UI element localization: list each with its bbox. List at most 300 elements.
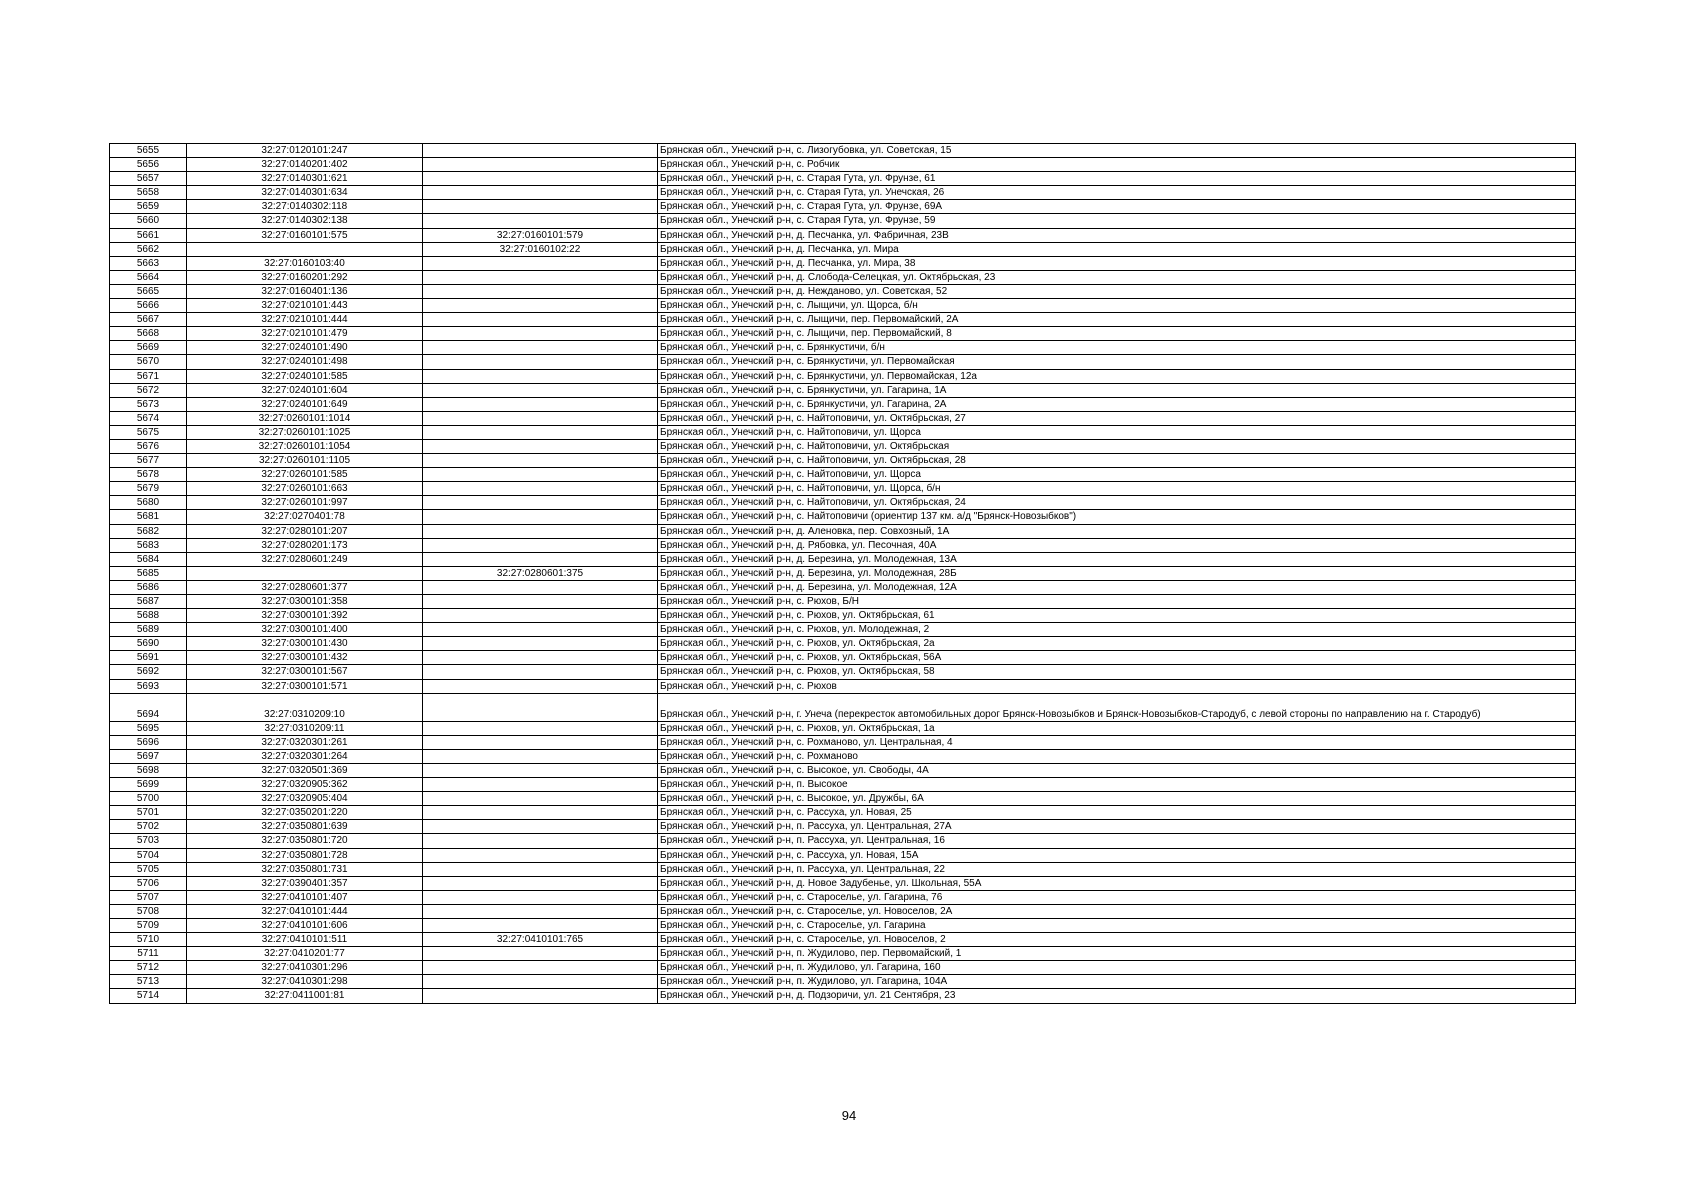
related-cadastral-number-cell (423, 172, 658, 186)
cadastral-number-cell: 32:27:0210101:479 (187, 327, 423, 341)
cadastral-number-cell: 32:27:0350801:728 (187, 848, 423, 862)
address-cell: Брянская обл., Унечский р-н, п. Рассуха, ул. Центральная, 22 (658, 862, 1576, 876)
cadastral-number-cell: 32:27:0160101:575 (187, 228, 423, 242)
related-cadastral-number-cell (423, 595, 658, 609)
table-row (110, 355, 1576, 369)
related-cadastral-number-cell (423, 763, 658, 777)
table-row (110, 284, 1576, 298)
table-row (110, 186, 1576, 200)
table-row (110, 214, 1576, 228)
cadastral-number-cell: 32:27:0310209:11 (187, 721, 423, 735)
address-cell: Брянская обл., Унечский р-н, с. Староселье, ул. Новоселов, 2 (658, 933, 1576, 947)
table-row (110, 172, 1576, 186)
cadastral-number-cell: 32:27:0260101:1105 (187, 454, 423, 468)
related-cadastral-number-cell (423, 256, 658, 270)
table-row (110, 327, 1576, 341)
address-cell: Брянская обл., Унечский р-н, с. Высокое, ул. Дружбы, 6А (658, 792, 1576, 806)
address-cell: Брянская обл., Унечский р-н, с. Рюхов, ул. Молодежная, 2 (658, 623, 1576, 637)
table-row (110, 918, 1576, 932)
row-number-cell: 5665 (110, 284, 187, 298)
table-row (110, 693, 1576, 721)
address-cell: Брянская обл., Унечский р-н, с. Старая Гута, ул. Фрунзе, 69А (658, 200, 1576, 214)
cadastral-number-cell (187, 242, 423, 256)
address-cell: Брянская обл., Унечский р-н, с. Староселье, ул. Гагарина (658, 918, 1576, 932)
row-number-cell: 5704 (110, 848, 187, 862)
cadastral-number-cell: 32:27:0140201:402 (187, 158, 423, 172)
related-cadastral-number-cell (423, 454, 658, 468)
cadastral-number-cell: 32:27:0260101:663 (187, 482, 423, 496)
row-number-cell: 5690 (110, 637, 187, 651)
row-number-cell: 5658 (110, 186, 187, 200)
row-number-cell: 5712 (110, 961, 187, 975)
address-cell: Брянская обл., Унечский р-н, с. Найтоповичи (ориентир 137 км. а/д "Брянск-Новозыбков") (658, 510, 1576, 524)
related-cadastral-number-cell (423, 778, 658, 792)
table-row (110, 397, 1576, 411)
related-cadastral-number-cell (423, 425, 658, 439)
cadastral-number-cell: 32:27:0140302:138 (187, 214, 423, 228)
table-row (110, 989, 1576, 1003)
cadastral-number-cell: 32:27:0240101:585 (187, 369, 423, 383)
related-cadastral-number-cell (423, 355, 658, 369)
row-number-cell: 5692 (110, 665, 187, 679)
cadastral-number-cell: 32:27:0320301:261 (187, 735, 423, 749)
table-row (110, 439, 1576, 453)
cadastral-number-cell: 32:27:0410301:298 (187, 975, 423, 989)
row-number-cell: 5660 (110, 214, 187, 228)
related-cadastral-number-cell (423, 510, 658, 524)
row-number-cell: 5663 (110, 256, 187, 270)
related-cadastral-number-cell (423, 904, 658, 918)
table-row (110, 792, 1576, 806)
address-cell: Брянская обл., Унечский р-н, с. Брянкустичи, ул. Гагарина, 1А (658, 383, 1576, 397)
address-cell: Брянская обл., Унечский р-н, д. Нежданово, ул. Советская, 52 (658, 284, 1576, 298)
row-number-cell: 5667 (110, 313, 187, 327)
table-row (110, 609, 1576, 623)
address-cell: Брянская обл., Унечский р-н, с. Высокое, ул. Свободы, 4А (658, 763, 1576, 777)
row-number-cell: 5696 (110, 735, 187, 749)
table-row (110, 158, 1576, 172)
related-cadastral-number-cell (423, 538, 658, 552)
table-row (110, 637, 1576, 651)
cadastral-number-cell: 32:27:0260101:1054 (187, 439, 423, 453)
related-cadastral-number-cell (423, 482, 658, 496)
address-cell: Брянская обл., Унечский р-н, с. Найтоповичи, ул. Октябрьская (658, 439, 1576, 453)
cadastral-number-cell: 32:27:0410201:77 (187, 947, 423, 961)
related-cadastral-number-cell (423, 496, 658, 510)
related-cadastral-number-cell: 32:27:0160102:22 (423, 242, 658, 256)
address-cell: Брянская обл., Унечский р-н, с. Лыщичи, пер. Первомайский, 2А (658, 313, 1576, 327)
table-row (110, 383, 1576, 397)
row-number-cell: 5679 (110, 482, 187, 496)
registry-body (110, 144, 1576, 1004)
related-cadastral-number-cell (423, 552, 658, 566)
related-cadastral-number-cell: 32:27:0280601:375 (423, 566, 658, 580)
address-cell: Брянская обл., Унечский р-н, д. Новое Задубенье, ул. Школьная, 55А (658, 876, 1576, 890)
cadastral-number-cell: 32:27:0140301:634 (187, 186, 423, 200)
cadastral-number-cell: 32:27:0240101:498 (187, 355, 423, 369)
related-cadastral-number-cell (423, 327, 658, 341)
related-cadastral-number-cell (423, 186, 658, 200)
table-row (110, 200, 1576, 214)
table-row (110, 524, 1576, 538)
row-number-cell: 5713 (110, 975, 187, 989)
cadastral-number-cell: 32:27:0140302:118 (187, 200, 423, 214)
table-row (110, 876, 1576, 890)
cadastral-number-cell: 32:27:0260101:997 (187, 496, 423, 510)
row-number-cell: 5681 (110, 510, 187, 524)
address-cell: Брянская обл., Унечский р-н, с. Старая Гута, ул. Унечская, 26 (658, 186, 1576, 200)
table-row (110, 369, 1576, 383)
row-number-cell: 5676 (110, 439, 187, 453)
table-row (110, 468, 1576, 482)
related-cadastral-number-cell (423, 989, 658, 1003)
row-number-cell: 5687 (110, 595, 187, 609)
cadastral-number-cell: 32:27:0320301:264 (187, 749, 423, 763)
row-number-cell: 5675 (110, 425, 187, 439)
cadastral-number-cell: 32:27:0410101:511 (187, 933, 423, 947)
cadastral-number-cell: 32:27:0320905:404 (187, 792, 423, 806)
related-cadastral-number-cell (423, 679, 658, 693)
row-number-cell: 5709 (110, 918, 187, 932)
table-row (110, 411, 1576, 425)
row-number-cell: 5671 (110, 369, 187, 383)
related-cadastral-number-cell (423, 341, 658, 355)
table-row (110, 580, 1576, 594)
address-cell: Брянская обл., Унечский р-н, с. Брянкустичи, ул. Гагарина, 2А (658, 397, 1576, 411)
table-row (110, 933, 1576, 947)
row-number-cell: 5706 (110, 876, 187, 890)
address-cell: Брянская обл., Унечский р-н, с. Рюхов (658, 679, 1576, 693)
row-number-cell: 5689 (110, 623, 187, 637)
table-row (110, 848, 1576, 862)
cadastral-number-cell: 32:27:0350801:731 (187, 862, 423, 876)
cadastral-number-cell: 32:27:0210101:443 (187, 299, 423, 313)
registry-table (109, 143, 1576, 1004)
related-cadastral-number-cell (423, 397, 658, 411)
address-cell: Брянская обл., Унечский р-н, д. Песчанка, ул. Фабричная, 23В (658, 228, 1576, 242)
address-cell: Брянская обл., Унечский р-н, п. Рассуха, ул. Центральная, 16 (658, 834, 1576, 848)
cadastral-number-cell: 32:27:0320501:369 (187, 763, 423, 777)
row-number-cell: 5661 (110, 228, 187, 242)
address-cell: Брянская обл., Унечский р-н, д. Песчанка, ул. Мира, 38 (658, 256, 1576, 270)
row-number-cell: 5683 (110, 538, 187, 552)
address-cell: Брянская обл., Унечский р-н, с. Лыщичи, ул. Щорса, б/н (658, 299, 1576, 313)
row-number-cell: 5703 (110, 834, 187, 848)
address-cell: Брянская обл., Унечский р-н, д. Песчанка, ул. Мира (658, 242, 1576, 256)
cadastral-number-cell: 32:27:0300101:432 (187, 651, 423, 665)
related-cadastral-number-cell (423, 580, 658, 594)
related-cadastral-number-cell (423, 299, 658, 313)
address-cell: Брянская обл., Унечский р-н, с. Брянкустичи, б/н (658, 341, 1576, 355)
cadastral-number-cell: 32:27:0160201:292 (187, 270, 423, 284)
row-number-cell: 5674 (110, 411, 187, 425)
table-row (110, 735, 1576, 749)
row-number-cell: 5672 (110, 383, 187, 397)
row-number-cell: 5693 (110, 679, 187, 693)
row-number-cell: 5682 (110, 524, 187, 538)
row-number-cell: 5702 (110, 820, 187, 834)
row-number-cell: 5695 (110, 721, 187, 735)
address-cell: Брянская обл., Унечский р-н, с. Рохманово (658, 749, 1576, 763)
row-number-cell: 5694 (110, 693, 187, 721)
address-cell: Брянская обл., Унечский р-н, с. Рассуха, ул. Новая, 25 (658, 806, 1576, 820)
table-row (110, 679, 1576, 693)
table-row (110, 144, 1576, 158)
cadastral-number-cell: 32:27:0350801:720 (187, 834, 423, 848)
cadastral-number-cell: 32:27:0410101:407 (187, 890, 423, 904)
table-row (110, 975, 1576, 989)
related-cadastral-number-cell (423, 890, 658, 904)
cadastral-number-cell: 32:27:0410101:606 (187, 918, 423, 932)
related-cadastral-number-cell (423, 820, 658, 834)
related-cadastral-number-cell (423, 200, 658, 214)
address-cell: Брянская обл., Унечский р-н, д. Аленовка, пер. Совхозный, 1А (658, 524, 1576, 538)
address-cell: Брянская обл., Унечский р-н, с. Найтоповичи, ул. Октябрьская, 24 (658, 496, 1576, 510)
row-number-cell: 5657 (110, 172, 187, 186)
table-row (110, 665, 1576, 679)
related-cadastral-number-cell (423, 693, 658, 721)
cadastral-number-cell: 32:27:0280601:249 (187, 552, 423, 566)
row-number-cell: 5714 (110, 989, 187, 1003)
row-number-cell: 5664 (110, 270, 187, 284)
table-row (110, 806, 1576, 820)
cadastral-number-cell: 32:27:0260101:1014 (187, 411, 423, 425)
related-cadastral-number-cell (423, 270, 658, 284)
table-row (110, 778, 1576, 792)
table-row (110, 482, 1576, 496)
related-cadastral-number-cell (423, 623, 658, 637)
row-number-cell: 5697 (110, 749, 187, 763)
related-cadastral-number-cell (423, 806, 658, 820)
table-row (110, 961, 1576, 975)
row-number-cell: 5688 (110, 609, 187, 623)
address-cell: Брянская обл., Унечский р-н, п. Жудилово, пер. Первомайский, 1 (658, 947, 1576, 961)
table-row (110, 651, 1576, 665)
row-number-cell: 5699 (110, 778, 187, 792)
cadastral-number-cell (187, 566, 423, 580)
address-cell: Брянская обл., Унечский р-н, д. Березина, ул. Молодежная, 28Б (658, 566, 1576, 580)
address-cell: Брянская обл., Унечский р-н, с. Староселье, ул. Новоселов, 2А (658, 904, 1576, 918)
row-number-cell: 5668 (110, 327, 187, 341)
cadastral-number-cell: 32:27:0240101:490 (187, 341, 423, 355)
cadastral-number-cell: 32:27:0300101:400 (187, 623, 423, 637)
table-row (110, 270, 1576, 284)
related-cadastral-number-cell (423, 369, 658, 383)
address-cell: Брянская обл., Унечский р-н, д. Березина, ул. Молодежная, 13А (658, 552, 1576, 566)
cadastral-number-cell: 32:27:0160103:40 (187, 256, 423, 270)
row-number-cell: 5684 (110, 552, 187, 566)
table-row (110, 820, 1576, 834)
cadastral-number-cell: 32:27:0240101:649 (187, 397, 423, 411)
table-row (110, 890, 1576, 904)
address-cell: Брянская обл., Унечский р-н, с. Лыщичи, пер. Первомайский, 8 (658, 327, 1576, 341)
table-row (110, 552, 1576, 566)
row-number-cell: 5705 (110, 862, 187, 876)
address-cell: Брянская обл., Унечский р-н, с. Найтоповичи, ул. Щорса (658, 425, 1576, 439)
related-cadastral-number-cell (423, 947, 658, 961)
address-cell: Брянская обл., Унечский р-н, с. Найтоповичи, ул. Щорса, б/н (658, 482, 1576, 496)
table-row (110, 510, 1576, 524)
address-cell: Брянская обл., Унечский р-н, с. Старая Гута, ул. Фрунзе, 61 (658, 172, 1576, 186)
cadastral-number-cell: 32:27:0260101:1025 (187, 425, 423, 439)
row-number-cell: 5655 (110, 144, 187, 158)
address-cell: Брянская обл., Унечский р-н, п. Высокое (658, 778, 1576, 792)
related-cadastral-number-cell (423, 735, 658, 749)
cadastral-number-cell: 32:27:0280201:173 (187, 538, 423, 552)
table-row (110, 313, 1576, 327)
cadastral-number-cell: 32:27:0320905:362 (187, 778, 423, 792)
related-cadastral-number-cell (423, 651, 658, 665)
related-cadastral-number-cell (423, 961, 658, 975)
related-cadastral-number-cell (423, 524, 658, 538)
address-cell: Брянская обл., Унечский р-н, с. Лизогубовка, ул. Советская, 15 (658, 144, 1576, 158)
related-cadastral-number-cell (423, 439, 658, 453)
cadastral-number-cell: 32:27:0410301:296 (187, 961, 423, 975)
row-number-cell: 5659 (110, 200, 187, 214)
address-cell: Брянская обл., Унечский р-н, д. Слобода-Селецкая, ул. Октябрьская, 23 (658, 270, 1576, 284)
table-row (110, 566, 1576, 580)
table-row (110, 763, 1576, 777)
row-number-cell: 5710 (110, 933, 187, 947)
address-cell: Брянская обл., Унечский р-н, г. Унеча (перекресток автомобильных дорог Брянск-Новозыбков и Брянск-Новозыбков-Стародуб, с левой стороны по направлению на г. Стародуб) (658, 693, 1576, 721)
related-cadastral-number-cell (423, 609, 658, 623)
related-cadastral-number-cell (423, 313, 658, 327)
related-cadastral-number-cell (423, 862, 658, 876)
address-cell: Брянская обл., Унечский р-н, с. Рюхов, ул. Октябрьская, 61 (658, 609, 1576, 623)
related-cadastral-number-cell (423, 468, 658, 482)
address-cell: Брянская обл., Унечский р-н, п. Жудилово, ул. Гагарина, 104А (658, 975, 1576, 989)
page-number: 94 (841, 1108, 857, 1123)
related-cadastral-number-cell (423, 284, 658, 298)
table-row (110, 904, 1576, 918)
related-cadastral-number-cell (423, 214, 658, 228)
row-number-cell: 5698 (110, 763, 187, 777)
cadastral-number-cell: 32:27:0411001:81 (187, 989, 423, 1003)
related-cadastral-number-cell (423, 383, 658, 397)
row-number-cell: 5708 (110, 904, 187, 918)
related-cadastral-number-cell (423, 792, 658, 806)
row-number-cell: 5669 (110, 341, 187, 355)
cadastral-number-cell: 32:27:0140301:621 (187, 172, 423, 186)
address-cell: Брянская обл., Унечский р-н, с. Старая Гута, ул. Фрунзе, 59 (658, 214, 1576, 228)
related-cadastral-number-cell (423, 411, 658, 425)
cadastral-number-cell: 32:27:0300101:571 (187, 679, 423, 693)
cadastral-number-cell: 32:27:0300101:358 (187, 595, 423, 609)
cadastral-number-cell: 32:27:0350801:639 (187, 820, 423, 834)
row-number-cell: 5707 (110, 890, 187, 904)
table-row (110, 834, 1576, 848)
address-cell: Брянская обл., Унечский р-н, с. Брянкустичи, ул. Первомайская (658, 355, 1576, 369)
related-cadastral-number-cell (423, 749, 658, 763)
related-cadastral-number-cell (423, 637, 658, 651)
related-cadastral-number-cell (423, 975, 658, 989)
address-cell: Брянская обл., Унечский р-н, с. Рюхов, Б/Н (658, 595, 1576, 609)
address-cell: Брянская обл., Унечский р-н, д. Подзоричи, ул. 21 Сентября, 23 (658, 989, 1576, 1003)
cadastral-number-cell: 32:27:0310209:10 (187, 693, 423, 721)
cadastral-number-cell: 32:27:0260101:585 (187, 468, 423, 482)
row-number-cell: 5670 (110, 355, 187, 369)
table-row (110, 228, 1576, 242)
cadastral-number-cell: 32:27:0120101:247 (187, 144, 423, 158)
related-cadastral-number-cell (423, 721, 658, 735)
row-number-cell: 5677 (110, 454, 187, 468)
row-number-cell: 5673 (110, 397, 187, 411)
table-row (110, 721, 1576, 735)
address-cell: Брянская обл., Унечский р-н, с. Староселье, ул. Гагарина, 76 (658, 890, 1576, 904)
row-number-cell: 5662 (110, 242, 187, 256)
cadastral-number-cell: 32:27:0240101:604 (187, 383, 423, 397)
address-cell: Брянская обл., Унечский р-н, с. Рохманово, ул. Центральная, 4 (658, 735, 1576, 749)
cadastral-number-cell: 32:27:0300101:567 (187, 665, 423, 679)
cadastral-number-cell: 32:27:0210101:444 (187, 313, 423, 327)
address-cell: Брянская обл., Унечский р-н, с. Найтоповичи, ул. Щорса (658, 468, 1576, 482)
related-cadastral-number-cell (423, 144, 658, 158)
address-cell: Брянская обл., Унечский р-н, д. Березина, ул. Молодежная, 12А (658, 580, 1576, 594)
table-row (110, 623, 1576, 637)
row-number-cell: 5678 (110, 468, 187, 482)
address-cell: Брянская обл., Унечский р-н, с. Рюхов, ул. Октябрьская, 56А (658, 651, 1576, 665)
cadastral-number-cell: 32:27:0350201:220 (187, 806, 423, 820)
table-row (110, 425, 1576, 439)
cadastral-number-cell: 32:27:0280601:377 (187, 580, 423, 594)
related-cadastral-number-cell (423, 665, 658, 679)
table-row (110, 242, 1576, 256)
cadastral-number-cell: 32:27:0280101:207 (187, 524, 423, 538)
related-cadastral-number-cell (423, 834, 658, 848)
cadastral-number-cell: 32:27:0410101:444 (187, 904, 423, 918)
table-row (110, 749, 1576, 763)
address-cell: Брянская обл., Унечский р-н, с. Рассуха, ул. Новая, 15А (658, 848, 1576, 862)
related-cadastral-number-cell: 32:27:0410101:765 (423, 933, 658, 947)
address-cell: Брянская обл., Унечский р-н, с. Рюхов, ул. Октябрьская, 1а (658, 721, 1576, 735)
row-number-cell: 5686 (110, 580, 187, 594)
table-row (110, 299, 1576, 313)
table-row (110, 454, 1576, 468)
address-cell: Брянская обл., Унечский р-н, с. Робчик (658, 158, 1576, 172)
table-row (110, 538, 1576, 552)
address-cell: Брянская обл., Унечский р-н, с. Рюхов, ул. Октябрьская, 58 (658, 665, 1576, 679)
address-cell: Брянская обл., Унечский р-н, с. Брянкустичи, ул. Первомайская, 12а (658, 369, 1576, 383)
related-cadastral-number-cell (423, 848, 658, 862)
related-cadastral-number-cell (423, 876, 658, 890)
row-number-cell: 5711 (110, 947, 187, 961)
table-row (110, 496, 1576, 510)
address-cell: Брянская обл., Унечский р-н, с. Найтоповичи, ул. Октябрьская, 27 (658, 411, 1576, 425)
cadastral-number-cell: 32:27:0390401:357 (187, 876, 423, 890)
address-cell: Брянская обл., Унечский р-н, д. Рябовка, ул. Песочная, 40А (658, 538, 1576, 552)
cadastral-number-cell: 32:27:0300101:392 (187, 609, 423, 623)
related-cadastral-number-cell: 32:27:0160101:579 (423, 228, 658, 242)
table-row (110, 256, 1576, 270)
address-cell: Брянская обл., Унечский р-н, п. Жудилово, ул. Гагарина, 160 (658, 961, 1576, 975)
row-number-cell: 5656 (110, 158, 187, 172)
table-row (110, 862, 1576, 876)
row-number-cell: 5700 (110, 792, 187, 806)
related-cadastral-number-cell (423, 918, 658, 932)
row-number-cell: 5701 (110, 806, 187, 820)
table-row (110, 341, 1576, 355)
cadastral-number-cell: 32:27:0160401:136 (187, 284, 423, 298)
address-cell: Брянская обл., Унечский р-н, с. Найтоповичи, ул. Октябрьская, 28 (658, 454, 1576, 468)
address-cell: Брянская обл., Унечский р-н, п. Рассуха, ул. Центральная, 27А (658, 820, 1576, 834)
table-row (110, 947, 1576, 961)
table-row (110, 595, 1576, 609)
cadastral-number-cell: 32:27:0300101:430 (187, 637, 423, 651)
row-number-cell: 5691 (110, 651, 187, 665)
row-number-cell: 5685 (110, 566, 187, 580)
cadastral-number-cell: 32:27:0270401:78 (187, 510, 423, 524)
related-cadastral-number-cell (423, 158, 658, 172)
